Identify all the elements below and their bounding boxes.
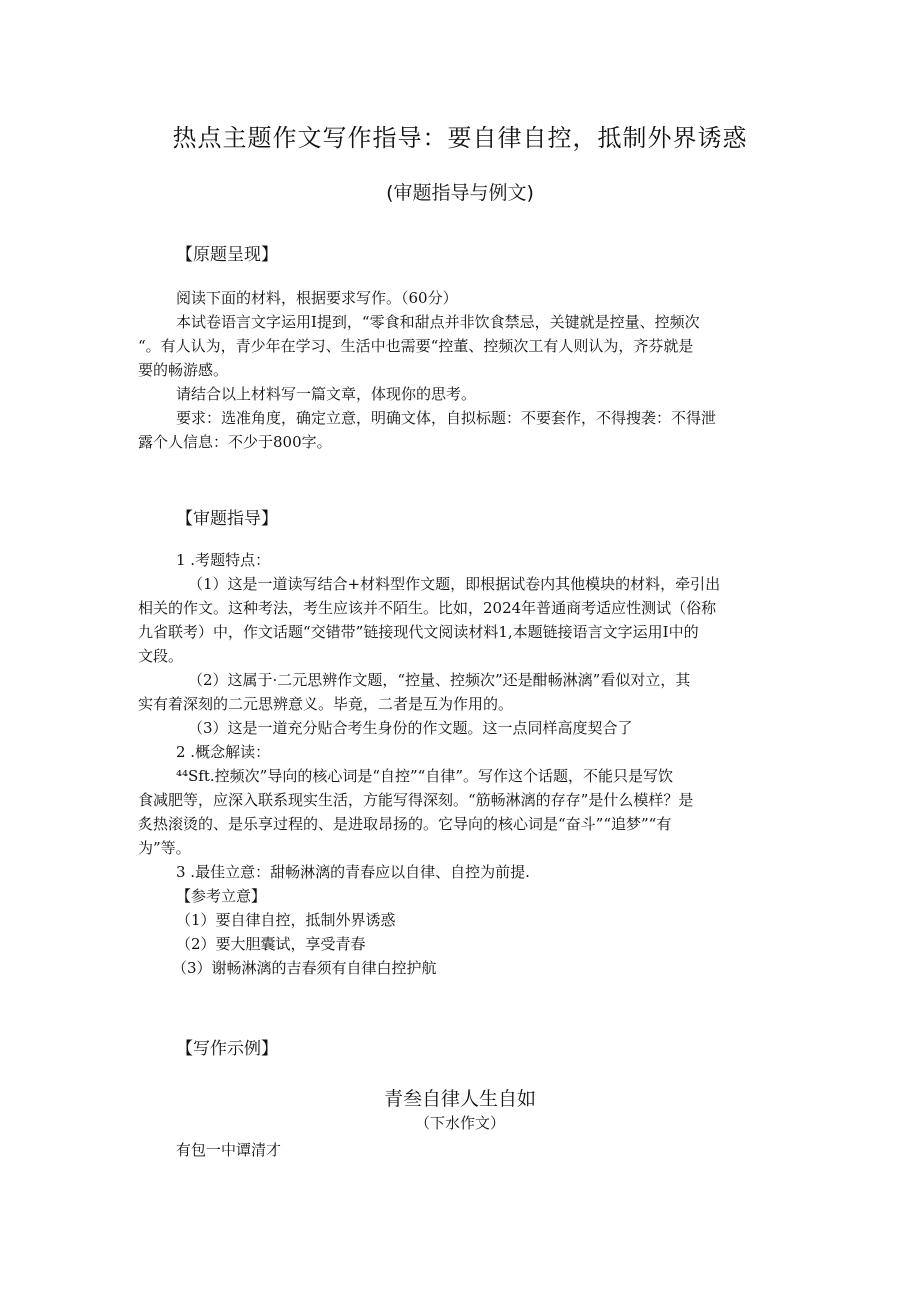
paragraph-line: 要的畅游感。 — [138, 361, 229, 379]
section-heading-guide: 【审题指导】 — [176, 509, 278, 529]
page-subtitle: (审题指导与例文) — [386, 182, 534, 204]
paragraph-line: 相关的作文。这种考法，考生应该并不陌生。比如，2024年普通商考适应性测试（俗称 — [138, 599, 717, 617]
paragraph-line: 炙热滚烫的、是乐享过程的、是进取昂扬的。它导向的核心词是“奋斗”“追梦”“有 — [138, 815, 672, 833]
paragraph-line: 食减肥等，应深入联系现实生活，方能写得深刻。“筋畅淋漓的存存”是什么模样？是 — [138, 791, 694, 809]
paragraph-line: 实有着深刻的二元思辨意义。毕竟，二者是互为作用的。 — [138, 695, 514, 713]
paragraph-line: 九省联考）中，作文话题“交错带”链接现代文阅读材料1,本题链接语言文字运用I中的 — [138, 623, 699, 641]
essay-title: 青叁自律人生自如 — [383, 1088, 536, 1110]
paragraph-line: （2）这属于·二元思辨作文题，“控量、控频次”还是酣畅淋漓”看似对立，其 — [188, 671, 691, 689]
paragraph-line: 【参考立意】 — [176, 887, 267, 905]
paragraph-line: ⁴⁴Sft.控频次”导向的核心词是“自控”“自律”。写作这个话题，不能只是写饮 — [176, 767, 673, 785]
paragraph-line: （1）要自律自控，抵制外界诱惑 — [176, 911, 396, 929]
paragraph-line: 请结合以上材料写一篇文章，体现你的思考。 — [176, 385, 477, 403]
paragraph-line: （2）要大胆囊试，享受青春 — [176, 935, 366, 953]
essay-first-line: 有包一中谭清才 — [176, 1141, 282, 1159]
paragraph-line: “。有人认为，青少年在学习、生活中也需要“控董、控频次工有人则认为，齐芬就是 — [138, 337, 694, 355]
paragraph-line: 3 .最佳立意：甜畅淋漓的青春应以自律、自控为前提. — [176, 863, 530, 881]
paragraph-line: 要求：选准角度，确定立意，明确文体，自拟标题：不要套作，不得搜袭：不得泄 — [176, 409, 717, 427]
essay-author-note: （下水作文） — [414, 1114, 505, 1132]
paragraph-line: 本试卷语言文字运用I提到，“零食和甜点并非饮食禁忌，关键就是控量、控频次 — [176, 313, 700, 331]
paragraph-line: 文段。 — [138, 647, 184, 665]
page-title: 热点主题作文写作指导：要自律自控，抵制外界诱惑 — [172, 124, 748, 152]
paragraph-line: （3）这是一道充分贴合考生身份的作文题。这一点同样高度契合了 — [188, 719, 633, 737]
paragraph-line: （3）谢畅淋漓的吉春须有自律白控护航 — [172, 959, 437, 977]
paragraph-line: 阅读下面的材料，根据要求写作。（60分） — [176, 289, 458, 307]
paragraph-line: （1）这是一道读写结合+材料型作文题，即根据试卷内其他模块的材料，牵引出 — [188, 575, 721, 593]
paragraph-line: 为”等。 — [138, 839, 191, 857]
paragraph-line: 2 .概念解读： — [176, 743, 271, 761]
section-heading-original: 【原题呈现】 — [176, 245, 278, 265]
paragraph-line: 露个人信息：不少于800字。 — [138, 433, 332, 451]
section-heading-example: 【写作示例】 — [176, 1039, 278, 1059]
paragraph-line: 1 .考题特点： — [176, 551, 271, 569]
